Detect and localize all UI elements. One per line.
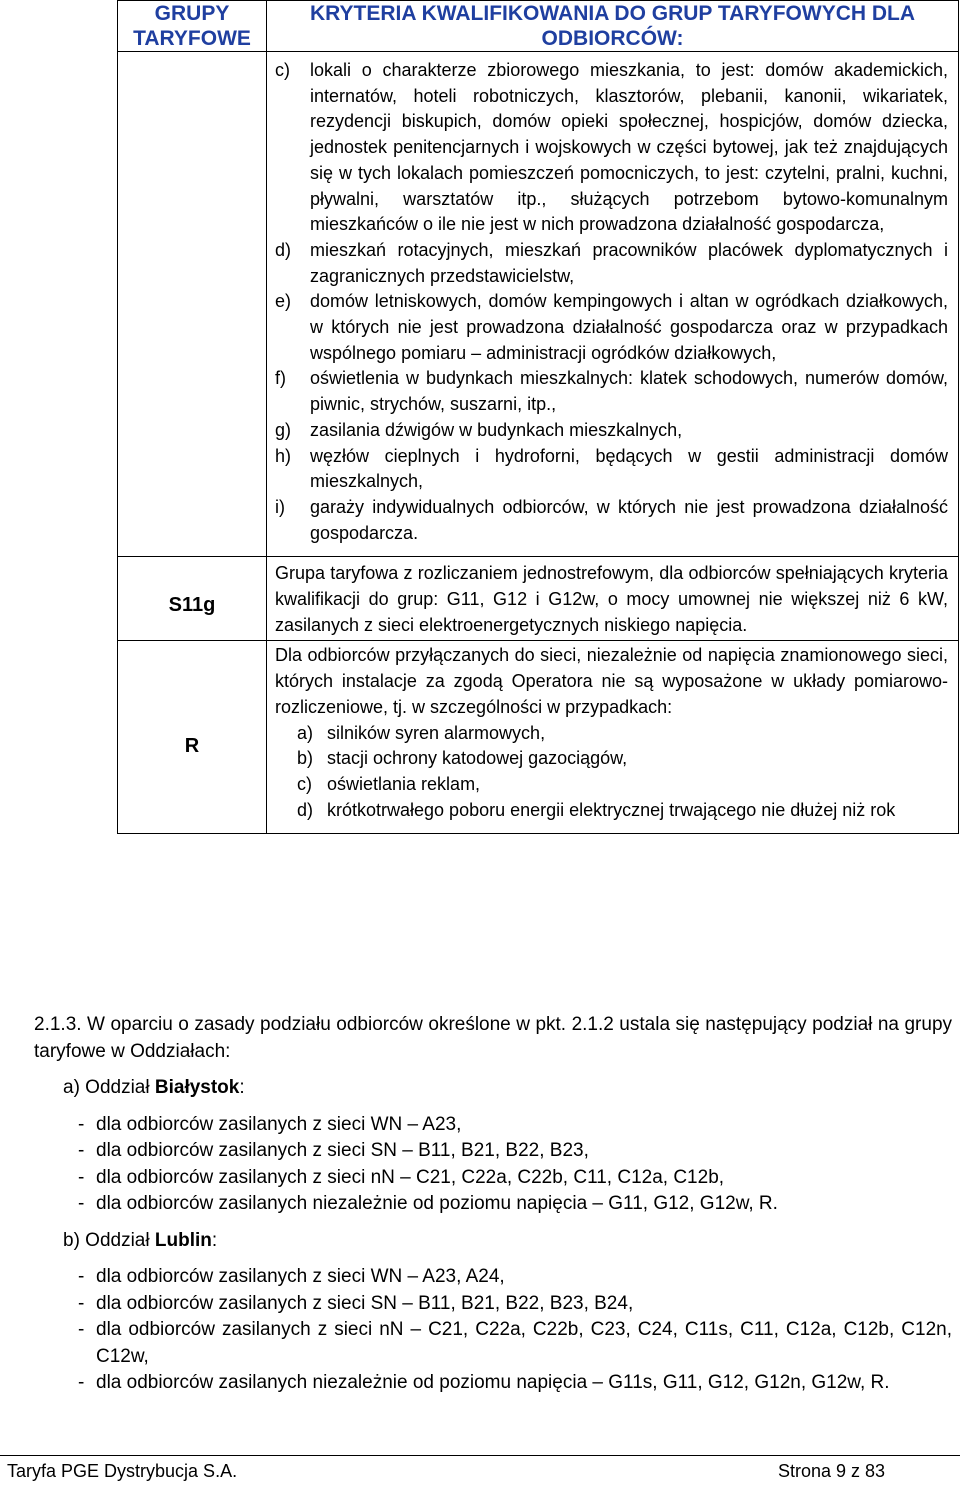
section-heading [34,1012,952,1065]
list-item: - dla odbiorców zasilanych z sieci nN – C21, C22a, C22b, C23, C24, C11s, C11, C12a, C12b, C12n, C12w, [78,1319,952,1367]
table-header-row [118,1,959,52]
group-code-r: R [118,641,267,834]
list-item: - dla odbiorców zasilanych z sieci WN – A23, [78,1113,462,1135]
criteria-cell: Grupa taryfowa z rozliczaniem jednostrefowym, dla odbiorców spełniających kryteria kwalifikacji do grup: G11, G12 i G12w, o mocy umownej nie większej niż 6 kW, zasilanych z sieci elektroenergetycznych niskiego napięcia. [267,557,959,641]
list-item: i) garaży indywidualnych odbiorców, w których nie jest prowadzona działalność gospodarcza. [275,496,948,543]
table-row [118,641,959,834]
section-number: 2.1.3. [34,1014,82,1035]
footer-title: Taryfa PGE Dystrybucja S.A. [7,1461,238,1481]
group-code-s11g: S11g [118,557,267,641]
criteria-cell [267,641,959,834]
list-item: c) lokali o charakterze zbiorowego mieszkania, to jest: domów akademickich, internatów, hoteli robotniczych, klasztorów, plebanii, kanonii, wikariatek, rezydencji biskupich, domów opieki społecznej, hospicjów, domów dziecka, jednostek penitencjarnych i wojskowych w części bytowej, jak też znajdujących się w tych lokalach pomieszczeń pomocniczych, to jest: czytelni, pralni, kuchni, pływalni, warsztatów itp., służących potrzebom bytowo-komunalnym mieszkańców o ile nie jest w nich prowadzona działalność gospodarcza, [275,60,948,235]
list-item: - dla odbiorców zasilanych niezależnie od poziomu napięcia – G11, G12, G12w, R. [78,1193,778,1214]
region-name: Lublin [154,1229,212,1251]
list-item: d) mieszkań rotacyjnych, mieszkań pracowników placówek dyplomatycznych i zagranicznych przedstawicielstw, [275,239,948,286]
criteria-cell [267,52,959,557]
list-item: e) domów letniskowych, domów kempingowych i altan w ogródkach działkowych, w których nie jest prowadzona działalność gospodarcza oraz w przypadkach wspólnego pomiaru – administracji ogródków działkowych, [275,291,948,363]
section-2-1-3 [34,1012,952,1397]
region-bialystok-list [34,1112,952,1218]
list-item: - dla odbiorców zasilanych z sieci nN – C21, C22a, C22b, C11, C12a, C12b, [78,1166,725,1188]
list-item: - dla odbiorców zasilanych z sieci WN – A23, A24, [78,1266,505,1287]
tariff-groups-table [117,0,959,834]
r-group-intro: Dla odbiorców przyłączanych do sieci, niezależnie od napięcia znamionowego sieci, których instalacje za zgodą Operatora nie są wyposażone w układy pomiarowo-rozliczeniowe, tj. w szczególności w przypadkach: [275,645,948,717]
list-item: h) węzłów cieplnych i hydroforni, będących w gestii administracji domów mieszkalnych, [275,445,948,492]
table-row [118,52,959,557]
list-item: - dla odbiorców zasilanych z sieci SN – B11, B21, B22, B23, [78,1140,589,1161]
table-row [118,557,959,641]
list-item: - dla odbiorców zasilanych z sieci SN – B11, B21, B22, B23, B24, [78,1292,634,1314]
header-tariff-groups: GRUPY TARYFOWE [118,1,267,52]
list-item: b) stacji ochrony katodowej gazociągów, [297,748,628,769]
region-lublin: b) Oddział Lublin: [63,1229,218,1251]
page-number: Strona 9 z 83 [778,1461,886,1481]
region-name: Białystok [154,1077,240,1098]
list-item: g) zasilania dźwigów w budynkach mieszkalnych, [275,419,683,440]
group-code-cell-empty [118,52,267,557]
region-bialystok: a) Oddział Białystok: [63,1077,245,1098]
list-item: c) oświetlania reklam, [297,773,481,794]
list-item: d) krótkotrwałego poboru energii elektrycznej trwającego nie dłużej niż rok [297,799,896,820]
list-item: - dla odbiorców zasilanych niezależnie od poziomu napięcia – G11s, G11, G12, G12n, G12w, R. [78,1372,890,1393]
header-criteria: KRYTERIA KWALIFIKOWANIA DO GRUP TARYFOWYCH DLA ODBIORCÓW: [267,1,959,52]
page-footer [0,1455,960,1481]
region-lublin-list [34,1264,952,1397]
section-text: W oparciu o zasady podziału odbiorców określone w pkt. 2.1.2 ustala się następujący podział na grupy taryfowe w Oddziałach: [34,1014,953,1062]
list-item: f) oświetlenia w budynkach mieszkalnych: klatek schodowych, numerów domów, piwnic, strychów, suszarni, itp., [275,368,948,415]
list-item: a) silników syren alarmowych, [297,722,546,743]
